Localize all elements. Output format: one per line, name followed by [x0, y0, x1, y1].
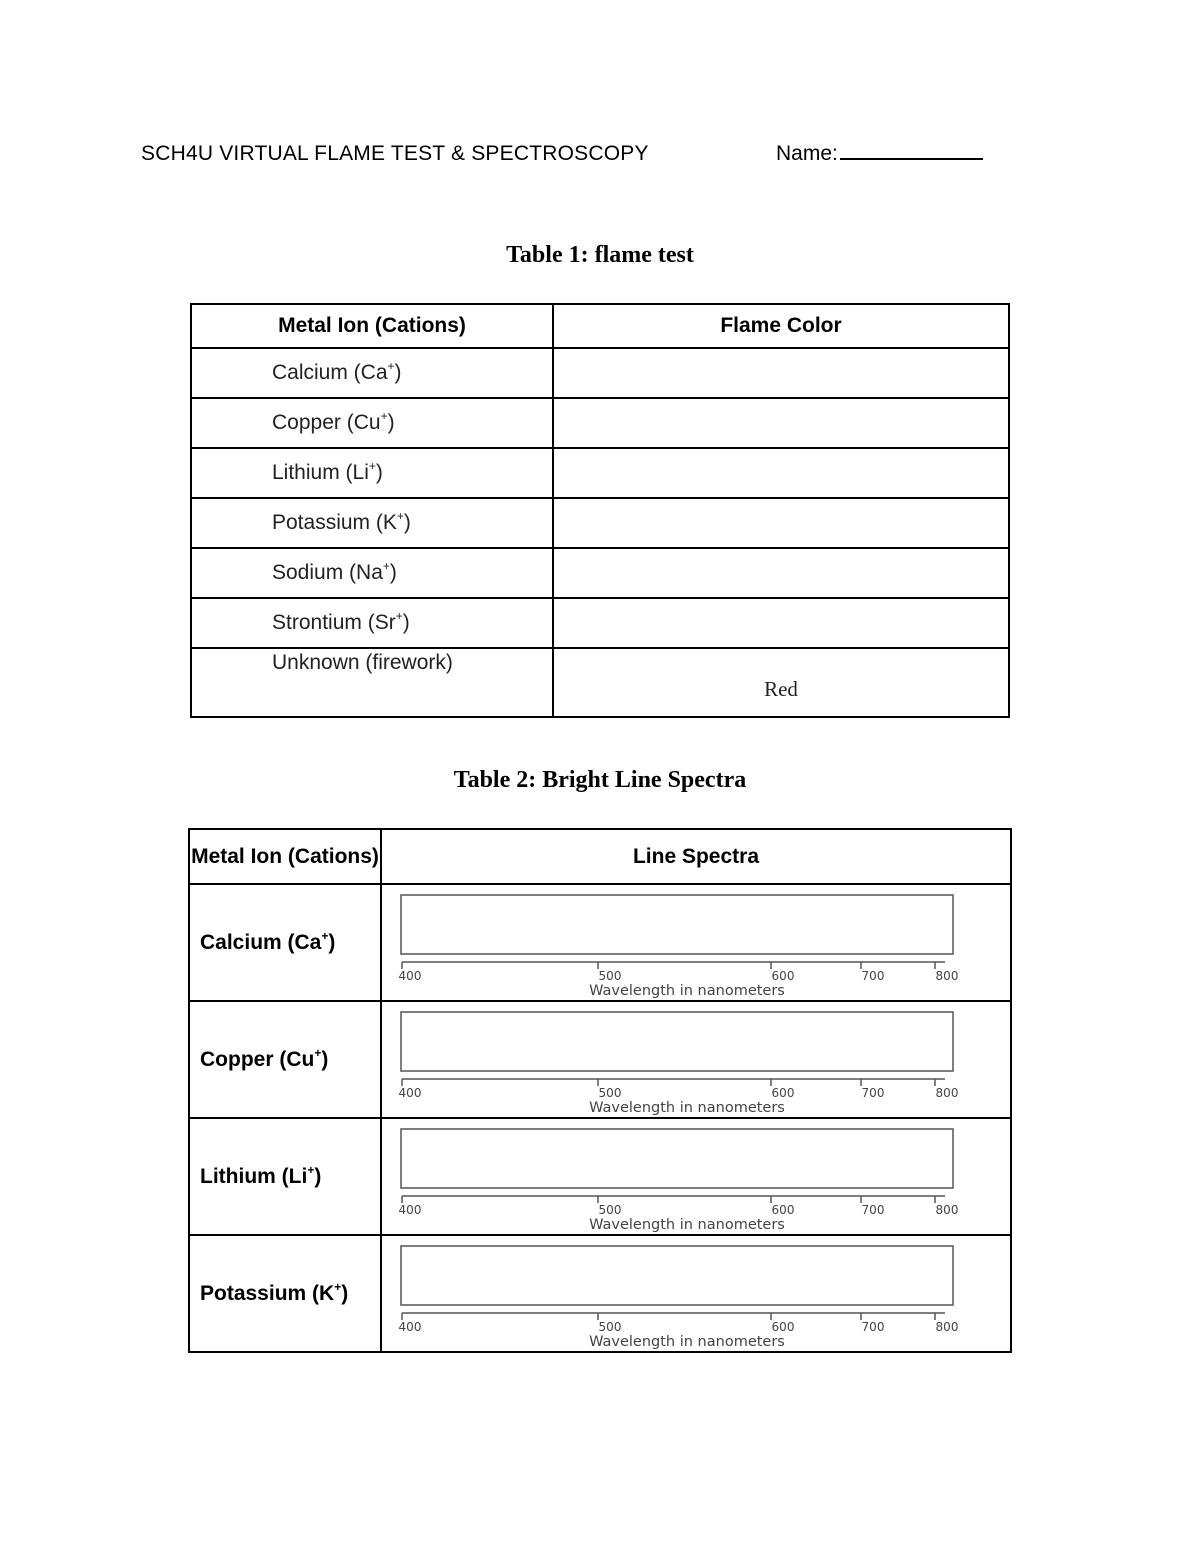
tick-label: 400: [398, 1320, 422, 1334]
ion-cell: Lithium (Li+): [191, 448, 553, 498]
tick-label: 500: [598, 969, 622, 983]
ion-cell: Unknown (firework): [191, 648, 553, 717]
ion-cell: Potassium (K+): [189, 1235, 381, 1352]
tick-label: 500: [598, 1320, 622, 1334]
tick-label: 700: [861, 1086, 885, 1100]
spectrum-chart[interactable]: [382, 1119, 1010, 1232]
tick-label: 600: [771, 1320, 795, 1334]
tick-label: 800: [935, 1203, 959, 1217]
ion-cell: Calcium (Ca+): [189, 884, 381, 1001]
axis-label: Wavelength in nanometers: [589, 1217, 785, 1232]
ion-cell: Strontium (Sr+): [191, 598, 553, 648]
table2-header-spectra: Line Spectra: [381, 829, 1011, 884]
tick-label: 400: [398, 1203, 422, 1217]
tick-label: 400: [398, 969, 422, 983]
flame-color-cell[interactable]: [553, 498, 1009, 548]
tick-label: 500: [598, 1203, 622, 1217]
table1-header-ion: Metal Ion (Cations): [191, 304, 553, 348]
table-row: [191, 598, 1009, 648]
table-row: [191, 498, 1009, 548]
flame-color-cell[interactable]: [553, 598, 1009, 648]
spectrum-chart[interactable]: [382, 1236, 1010, 1349]
table-row: [191, 398, 1009, 448]
ion-cell: Sodium (Na+): [191, 548, 553, 598]
spectrum-box: [401, 1012, 953, 1071]
tick-label: 400: [398, 1086, 422, 1100]
flame-color-cell[interactable]: [553, 448, 1009, 498]
name-blank-line[interactable]: [840, 142, 983, 160]
spectrum-box: [401, 895, 953, 954]
spectrum-chart[interactable]: [382, 1002, 1010, 1115]
spectrum-cell[interactable]: [381, 884, 1011, 1001]
ion-cell: Copper (Cu+): [191, 398, 553, 448]
ion-cell: Potassium (K+): [191, 498, 553, 548]
line-spectra-table: [188, 828, 1012, 1353]
tick-label: 700: [861, 969, 885, 983]
table1-header-color: Flame Color: [553, 304, 1009, 348]
spectrum-box: [401, 1246, 953, 1305]
table-row: [191, 648, 1009, 717]
spectrum-cell[interactable]: [381, 1001, 1011, 1118]
table2-header-ion: Metal Ion (Cations): [189, 829, 381, 884]
table-row: [191, 448, 1009, 498]
table-row: [191, 348, 1009, 398]
tick-label: 800: [935, 1086, 959, 1100]
axis-label: Wavelength in nanometers: [589, 983, 785, 998]
spectrum-box: [401, 1129, 953, 1188]
table1-caption: Table 1: flame test: [506, 242, 694, 268]
tick-label: 800: [935, 1320, 959, 1334]
ion-cell: Copper (Cu+): [189, 1001, 381, 1118]
document-title: SCH4U VIRTUAL FLAME TEST & SPECTROSCOPY: [141, 142, 649, 165]
name-field[interactable]: [776, 142, 983, 166]
spectrum-cell[interactable]: [381, 1235, 1011, 1352]
ion-cell: Calcium (Ca+): [191, 348, 553, 398]
tick-label: 700: [861, 1320, 885, 1334]
tick-label: 700: [861, 1203, 885, 1217]
axis-label: Wavelength in nanometers: [589, 1100, 785, 1115]
spectrum-chart[interactable]: [382, 885, 1010, 998]
table2-caption: Table 2: Bright Line Spectra: [453, 767, 747, 793]
flame-color-cell[interactable]: [553, 348, 1009, 398]
ion-cell: Lithium (Li+): [189, 1118, 381, 1235]
name-label: Name:: [776, 142, 838, 165]
tick-label: 600: [771, 1086, 795, 1100]
tick-label: 600: [771, 969, 795, 983]
tick-label: 500: [598, 1086, 622, 1100]
table-row: [189, 1001, 1011, 1118]
flame-color-cell[interactable]: Red: [553, 648, 1009, 717]
tick-label: 600: [771, 1203, 795, 1217]
axis-label: Wavelength in nanometers: [589, 1334, 785, 1349]
table-row: [189, 1235, 1011, 1352]
flame-color-cell[interactable]: [553, 548, 1009, 598]
tick-label: 800: [935, 969, 959, 983]
table-row: [191, 548, 1009, 598]
table-row: [189, 1118, 1011, 1235]
flame-color-cell[interactable]: [553, 398, 1009, 448]
table-row: [189, 884, 1011, 1001]
flame-test-table: [190, 303, 1010, 718]
spectrum-cell[interactable]: [381, 1118, 1011, 1235]
